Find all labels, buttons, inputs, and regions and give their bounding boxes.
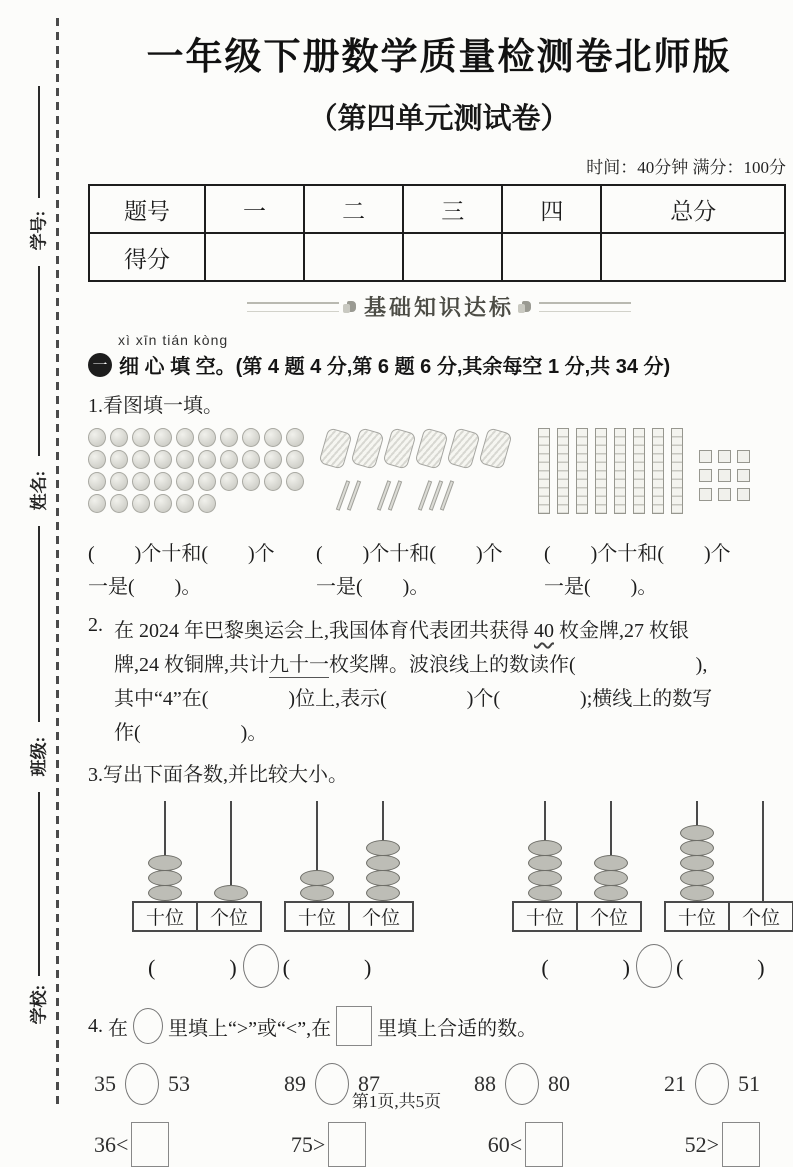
section-one-title: 细 心 填 空。(第 4 题 4 分,第 6 题 6 分,其余每空 1 分,共 34 分) — [119, 356, 671, 378]
bead-icon — [176, 428, 194, 447]
fill-box-item — [291, 1122, 366, 1167]
bead-icon — [154, 494, 172, 513]
fill-blank-column — [544, 538, 790, 604]
section-pinyin: xì xīn tián kòng — [118, 332, 229, 348]
text-segment: 牌,24 枚铜牌,共计 — [114, 654, 269, 676]
left-number: 21 — [664, 1071, 686, 1096]
bead-icon — [110, 450, 128, 469]
bead-icon — [220, 450, 238, 469]
abacus-bead-icon — [366, 870, 400, 886]
bead-icon — [88, 428, 106, 447]
abacus-pair-2 — [512, 801, 793, 932]
score-header-cell: 三 — [403, 185, 502, 233]
class-label: 班级: — [29, 736, 49, 777]
bead-icon — [198, 428, 216, 447]
right-number: 53 — [168, 1071, 190, 1096]
score-header-cell: 二 — [304, 185, 403, 233]
abacus-column — [664, 801, 730, 901]
compare-blank: ( ) — [541, 954, 632, 980]
score-header-cell: 四 — [502, 185, 601, 233]
abacus — [284, 801, 416, 932]
abacus-column — [132, 801, 198, 901]
bead-icon — [154, 472, 172, 491]
banner-ornament-icon — [347, 301, 356, 312]
unit-cubes-grid — [699, 450, 750, 526]
bead-icon — [198, 494, 216, 513]
bead-icon — [242, 472, 260, 491]
tens-place-label: 十位 — [512, 901, 578, 932]
ten-rod-icon — [671, 428, 683, 514]
bead-icon — [176, 494, 194, 513]
bead-icon — [264, 428, 282, 447]
text-segment: 作( )。 — [114, 722, 268, 744]
abacus-bead-icon — [594, 885, 628, 901]
number-with-operator: 75> — [290, 1131, 326, 1157]
abacus-base — [132, 901, 264, 932]
side-rule-line — [38, 86, 40, 198]
highlighted-number: 九十一 — [269, 654, 329, 676]
loose-stick-group — [382, 480, 397, 511]
score-header-cell: 总分 — [601, 185, 785, 233]
bead-icon — [88, 450, 106, 469]
loose-sticks-row — [341, 480, 538, 511]
school-label: 学校: — [29, 984, 49, 1025]
abacus-bead-icon — [528, 840, 562, 856]
abacus-bead-icon — [366, 855, 400, 871]
abacus-bead-icon — [680, 825, 714, 841]
abacus-pair-1 — [132, 801, 416, 932]
banner-line-left — [247, 302, 339, 312]
compare-row — [88, 944, 790, 988]
left-number: 88 — [474, 1071, 496, 1096]
abacus-row — [88, 801, 790, 932]
banner-title: 基础知识达标 — [363, 295, 514, 320]
score-header-cell: 题号 — [89, 185, 205, 233]
ten-rod-icon — [633, 428, 645, 514]
bead-icon — [242, 450, 260, 469]
bead-icon — [154, 450, 172, 469]
bead-icon — [198, 450, 216, 469]
bead-icon — [88, 494, 106, 513]
bead-icon — [286, 450, 304, 469]
student-id-label: 学号: — [29, 210, 49, 251]
bead-icon — [286, 472, 304, 491]
abacus-column — [578, 801, 644, 901]
abacus-column — [350, 801, 416, 901]
question-1-graphics — [88, 428, 790, 526]
bead-row — [88, 494, 323, 513]
fill-blank-column — [316, 538, 544, 604]
number-with-operator: 36< — [94, 1131, 129, 1157]
abacus-bead-icon — [148, 855, 182, 871]
answer-box — [328, 1122, 366, 1167]
abacus — [664, 801, 793, 932]
stick-bundle-icon — [318, 427, 352, 469]
sticks-group — [323, 428, 538, 526]
text-segment: 在 2024 年巴黎奥运会上,我国体育代表团共获得 — [114, 620, 534, 642]
abacus-bead-icon — [214, 885, 248, 901]
ten-rod-icon — [576, 428, 588, 514]
ten-rod-icon — [614, 428, 626, 514]
student-name-label: 姓名: — [29, 470, 49, 511]
section-one-header — [88, 350, 790, 379]
abacus-bead-icon — [680, 840, 714, 856]
question-2-line — [114, 648, 790, 682]
score-empty-cell — [304, 233, 403, 281]
right-number: 80 — [548, 1071, 570, 1096]
fill-blank-line: ( )个十和( )个 — [88, 543, 275, 565]
unit-cube-icon — [737, 469, 750, 482]
abacus-columns — [284, 801, 416, 901]
question-1-text: 1.看图填一填。 — [88, 395, 223, 417]
side-rule-line — [38, 526, 40, 722]
ones-place-label: 个位 — [196, 901, 262, 932]
text-segment: 枚奖牌。波浪线上的数读作( ), — [329, 654, 708, 676]
compare-cell — [148, 944, 373, 988]
abacus-column — [198, 801, 264, 901]
abacus-bead-icon — [680, 885, 714, 901]
abacus-column — [284, 801, 350, 901]
highlighted-number: 40 — [534, 620, 554, 642]
ten-rod-icon — [538, 428, 550, 514]
fill-blank-line: ( )个十和( )个 — [544, 543, 731, 565]
ten-rod-icon — [557, 428, 569, 514]
bead-icon — [132, 428, 150, 447]
fill-blank-column — [88, 538, 316, 604]
blocks-group — [538, 428, 788, 526]
abacus-columns — [512, 801, 644, 901]
left-number: 35 — [94, 1071, 116, 1096]
bead-row — [88, 428, 323, 447]
bead-icon — [286, 428, 304, 447]
unit-cube-icon — [718, 450, 731, 463]
question-4-text: 4. 在 里填上“>”或“<”,在 里填上合适的数。 — [88, 1006, 790, 1046]
paper-main — [88, 0, 790, 1167]
stick-bundle-icon — [478, 427, 512, 469]
question-3-text: 3.写出下面各数,并比较大小。 — [88, 764, 348, 786]
section-number-badge: 一 — [88, 353, 112, 377]
bead-icon — [198, 472, 216, 491]
tens-place-label: 十位 — [664, 901, 730, 932]
tens-place-label: 十位 — [132, 901, 198, 932]
banner-line-right — [539, 302, 631, 312]
text-segment: 其中“4”在( )位上,表示( )个( );横线上的数写 — [114, 688, 713, 710]
abacus-bead-icon — [366, 885, 400, 901]
question-2-line — [114, 614, 790, 648]
unit-cube-icon — [737, 488, 750, 501]
answer-box — [525, 1122, 563, 1167]
compare-circle — [243, 944, 279, 988]
abacus-bead-icon — [680, 870, 714, 886]
ten-rod-icon — [595, 428, 607, 514]
answer-box — [722, 1122, 760, 1167]
bead-icon — [176, 472, 194, 491]
bead-icon — [88, 472, 106, 491]
compare-cell — [541, 944, 766, 988]
score-empty-cell — [403, 233, 502, 281]
stick-bundle-icon — [350, 427, 384, 469]
right-number: 87 — [358, 1071, 380, 1096]
abacus — [512, 801, 644, 932]
side-rule-line — [38, 266, 40, 456]
bead-icon — [220, 428, 238, 447]
loose-stick-group — [423, 480, 449, 511]
abacus-bead-icon — [148, 885, 182, 901]
score-table — [88, 184, 786, 282]
ones-place-label: 个位 — [348, 901, 414, 932]
time-score-meta: 时间：40分钟 满分：100分 — [586, 158, 786, 177]
side-rule-line — [38, 792, 40, 976]
bead-icon — [132, 472, 150, 491]
question-2-number: 2. — [88, 614, 103, 636]
left-number: 89 — [284, 1071, 306, 1096]
abacus-bead-icon — [366, 840, 400, 856]
abacus-bead-icon — [594, 855, 628, 871]
fill-box-item — [488, 1122, 563, 1167]
score-empty-cell — [502, 233, 601, 281]
banner-ornament-icon — [522, 301, 531, 312]
question-2 — [88, 614, 790, 750]
bead-icon — [132, 494, 150, 513]
stick-bundle-icon — [446, 427, 480, 469]
fill-blank-line: 一是( )。 — [316, 576, 430, 598]
abacus-rod — [762, 801, 764, 901]
unit-cube-icon — [699, 469, 712, 482]
abacus-bead-icon — [528, 885, 562, 901]
bead-icon — [176, 450, 194, 469]
stick-bundle-icon — [414, 427, 448, 469]
abacus — [132, 801, 264, 932]
score-empty-cell — [205, 233, 304, 281]
bead-icon — [264, 472, 282, 491]
score-table-header-row — [89, 185, 785, 233]
abacus-bead-icon — [300, 885, 334, 901]
abacus-bead-icon — [148, 870, 182, 886]
loose-stick-group — [341, 480, 356, 511]
unit-cube-icon — [718, 488, 731, 501]
score-empty-cell — [601, 233, 785, 281]
question-2-line — [114, 682, 790, 716]
question-1-number: 1. — [88, 395, 103, 417]
fold-dashed-line — [56, 18, 59, 1110]
abacus-base — [284, 901, 416, 932]
abacus-base — [664, 901, 793, 932]
bead-row — [88, 472, 323, 491]
question-2-lines — [114, 614, 790, 750]
right-number: 51 — [738, 1071, 760, 1096]
bead-icon — [132, 450, 150, 469]
fill-blank-line: ( )个十和( )个 — [316, 543, 503, 565]
tens-place-label: 十位 — [284, 901, 350, 932]
abacus-bead-icon — [300, 870, 334, 886]
abacus-bead-icon — [528, 870, 562, 886]
paper-title: 一年级下册数学质量检测卷北师版 — [146, 37, 732, 78]
abacus-bead-icon — [680, 855, 714, 871]
bead-row — [88, 450, 323, 469]
stick-bundles-row — [323, 430, 538, 467]
ten-rods-row — [538, 428, 683, 526]
question-2-line — [114, 716, 790, 750]
question-4-number: 4. — [88, 1014, 103, 1037]
abacus-column — [730, 801, 793, 901]
unit-cube-icon — [737, 450, 750, 463]
question-1-blanks — [88, 538, 790, 604]
compare-blank: ( ) — [675, 954, 767, 980]
abacus-bead-icon — [594, 870, 628, 886]
bead-icon — [110, 472, 128, 491]
question-3-number: 3. — [88, 764, 103, 786]
bead-icon — [264, 450, 282, 469]
score-table-score-row — [89, 233, 785, 281]
abacus-columns — [132, 801, 264, 901]
number-with-operator: 52> — [684, 1131, 719, 1157]
compare-blank: ( ) — [148, 954, 239, 980]
fill-blank-line: 一是( )。 — [544, 576, 658, 598]
abacus-column — [512, 801, 578, 901]
fill-box-item — [685, 1122, 760, 1167]
ones-place-label: 个位 — [576, 901, 642, 932]
fill-boxes-row — [88, 1122, 760, 1167]
paper-subtitle: （第四单元测试卷） — [308, 103, 570, 135]
bead-icon — [154, 428, 172, 447]
abacus-base — [512, 901, 644, 932]
abacus-bead-icon — [528, 855, 562, 871]
answer-box — [131, 1122, 169, 1167]
unit-cube-icon — [699, 488, 712, 501]
score-row-label: 得分 — [89, 233, 205, 281]
bead-icon — [220, 472, 238, 491]
unit-cube-icon — [699, 450, 712, 463]
compare-circle — [636, 944, 672, 988]
abacus-columns — [664, 801, 793, 901]
stick-bundle-icon — [382, 427, 416, 469]
fill-blank-line: 一是( )。 — [88, 576, 202, 598]
beads-group — [88, 428, 323, 526]
bead-icon — [110, 428, 128, 447]
fill-box-item — [94, 1122, 169, 1167]
ten-rod-icon — [652, 428, 664, 514]
inline-box-shape — [336, 1006, 372, 1046]
ones-place-label: 个位 — [728, 901, 793, 932]
bead-icon — [110, 494, 128, 513]
score-header-cell: 一 — [205, 185, 304, 233]
text-segment: 枚金牌,27 枚银 — [554, 620, 689, 642]
page-footer: 第1页,共5页 — [351, 1092, 442, 1111]
unit-cube-icon — [718, 469, 731, 482]
compare-blank: ( ) — [282, 954, 374, 980]
number-with-operator: 60< — [487, 1131, 523, 1157]
inline-circle-shape — [133, 1008, 163, 1044]
bead-icon — [242, 428, 260, 447]
section-banner — [88, 291, 790, 322]
